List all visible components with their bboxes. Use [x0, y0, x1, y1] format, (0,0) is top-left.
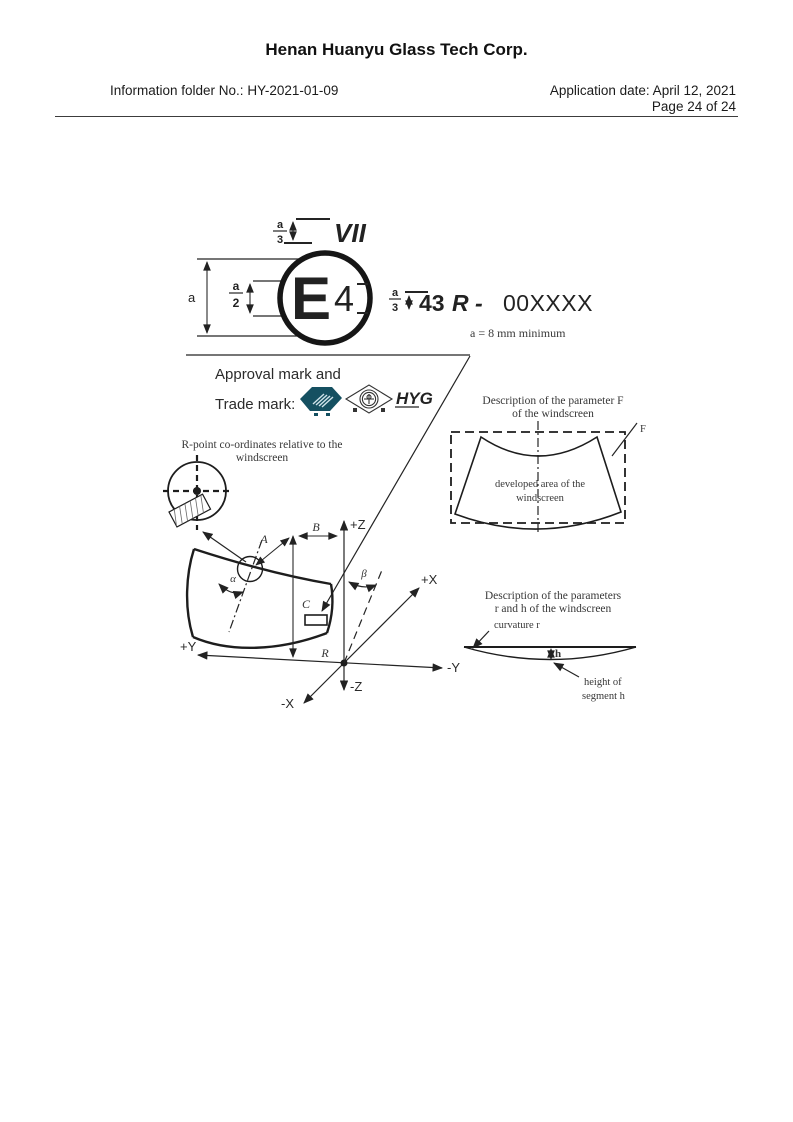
a3-frac-denominator: 3: [391, 302, 399, 314]
h-label: h: [555, 648, 562, 660]
country-code: 4: [333, 278, 355, 319]
param-rh-title-line1: Description of the parameters: [484, 590, 622, 602]
hyg-logo-text: HYG: [396, 389, 433, 408]
axis-label-pos-z: +Z: [350, 517, 366, 532]
page-number: Page 24 of 24: [651, 99, 736, 114]
r-origin-label: R: [321, 646, 329, 660]
trademark-block: [215, 366, 433, 416]
arc-line: [464, 647, 636, 660]
r-point-caption-line2: windscreen: [235, 452, 289, 464]
developed-area-line2: windscreen: [516, 493, 564, 504]
curvature-label: curvature r: [494, 620, 540, 631]
trade-mark-label: Trade mark:: [215, 396, 296, 413]
hyg-logo: [395, 389, 433, 408]
info-folder-number: Information folder No.: HY-2021-01-09: [110, 83, 339, 98]
dim-a-label: a: [188, 290, 196, 305]
company-title: Henan Huanyu Glass Tech Corp.: [265, 40, 528, 59]
windscreen-sketch: [187, 540, 332, 648]
vii-frac-numerator: a: [276, 219, 284, 231]
a3-frac-numerator: a: [391, 287, 399, 299]
approval-mark-label: Approval mark and: [215, 366, 341, 383]
e-letter: E: [290, 265, 332, 332]
r-point-detail: [163, 439, 342, 562]
height-segment-line1: height of: [584, 677, 622, 688]
c-label: C: [301, 597, 311, 611]
a2-frac-numerator: a: [232, 279, 240, 293]
vii-mark: [273, 218, 367, 248]
param-rh-title-line2: r and h of the windscreen: [494, 603, 612, 615]
approval-number: 00XXXX: [503, 290, 593, 316]
a2-frac-denominator: 2: [232, 296, 240, 310]
c-rectangle: [305, 615, 327, 625]
hatched-seal-rect: [169, 494, 211, 527]
axis-label-neg-x: -X: [281, 696, 294, 711]
axis-label-neg-z: -Z: [350, 679, 363, 694]
developed-area-line1: developed area of the: [494, 479, 586, 490]
a-label: A: [260, 532, 268, 546]
vii-roman-numeral: VII: [334, 218, 366, 248]
f-label: F: [640, 424, 646, 435]
height-segment-line2: segment h: [582, 691, 625, 702]
parameter-rh-diagram: [464, 590, 636, 702]
axis-label-pos-x: +X: [421, 572, 438, 587]
b-label: B: [312, 520, 320, 534]
vii-frac-denominator: 3: [276, 234, 284, 246]
approval-code: [389, 287, 593, 340]
regulation-number: 43: [419, 290, 445, 316]
parameter-f-diagram: [451, 395, 646, 534]
company-logo-hexagon: [300, 387, 342, 416]
r-point-caption-line1: R-point co-ordinates relative to the: [181, 439, 343, 451]
regulation-r: R -: [452, 290, 483, 316]
certification-logo-diamond: [346, 385, 392, 413]
param-f-title-line2: of the windscreen: [512, 408, 594, 420]
coordinate-axes: [180, 517, 460, 711]
min-size-note: a = 8 mm minimum: [470, 326, 566, 340]
application-date: Application date: April 12, 2021: [549, 83, 736, 98]
e-mark: [188, 253, 370, 343]
axis-label-neg-y: -Y: [447, 660, 460, 675]
beta-label: β: [361, 568, 367, 580]
param-f-title-line1: Description of the parameter F: [482, 395, 624, 407]
alpha-label: α: [230, 573, 236, 585]
axis-label-pos-y: +Y: [180, 639, 197, 654]
